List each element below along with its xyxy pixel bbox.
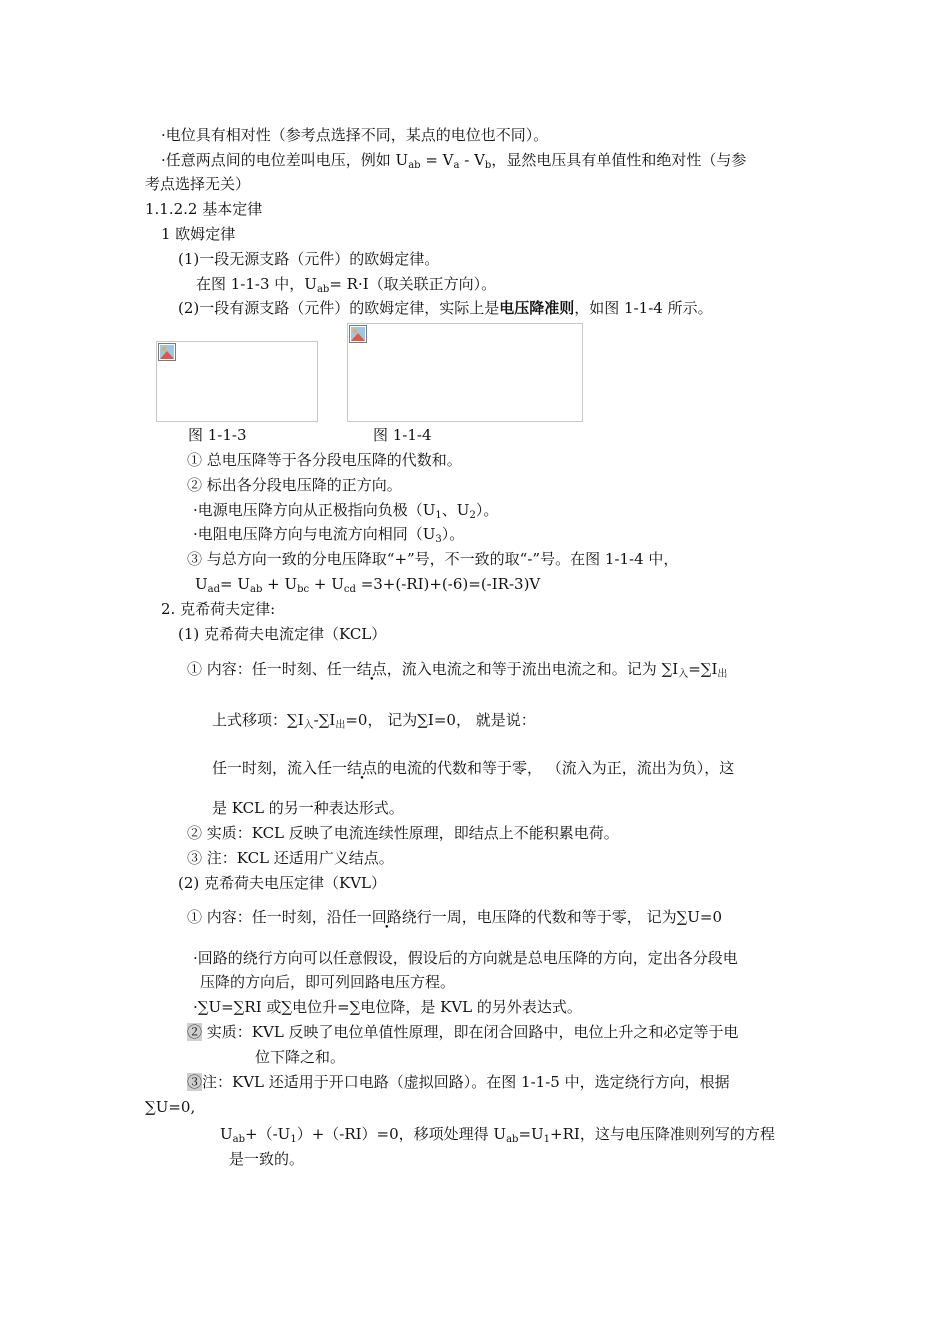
text-line: 是 KCL 的另一种表达形式。 — [212, 799, 404, 817]
bold-term: 电压降准则 — [499, 299, 575, 317]
text-line: ③ 与总方向一致的分电压降取“+”号，不一致的取“-”号。在图 1-1-4 中， — [187, 550, 679, 568]
text-line: (2)一段有源支路（元件）的欧姆定律，实际上是电压降准则，如图 1-1-4 所示。 — [178, 299, 713, 317]
text-line: ·电源电压降方向从正极指向负极（$U_1$、$U_2$）。 — [193, 501, 499, 521]
text-line: ① 内容：任一时刻，沿任一回路绕行一周，电压降的代数和等于零， 记为∑U=0 — [187, 908, 723, 926]
figure-caption: 图 1-1-4 — [373, 426, 432, 444]
subsection-heading: (2) 克希荷夫电压定律（KVL） — [178, 874, 387, 892]
subsection-heading: (1) 克希荷夫电流定律（KCL） — [178, 625, 387, 643]
highlighted-number: ② — [187, 1023, 203, 1041]
text-line: ·电位具有相对性（参考点选择不同，某点的电位也不同）。 — [161, 126, 549, 144]
text-line: 在图 1-1-3 中，$U_{ab}= R\cdot I$（取关联正方向）。 — [196, 275, 497, 295]
text-line: 是一致的。 — [229, 1150, 305, 1168]
text-line: (1)一段无源支路（元件）的欧姆定律。 — [178, 250, 440, 268]
text-line: 上式移项：$\sum I_入-\sum I_出=0$， 记为∑I=0， 就是说： — [212, 711, 536, 731]
text-line: ② 标出各分段电压降的正方向。 — [187, 476, 402, 494]
equation-line: $U_{ad}= U_{ab} + U_{bc} + U_{cd} =3+(-RI)+(-6)=(-IR-3)V$ — [195, 575, 541, 595]
broken-image-icon — [158, 343, 176, 361]
text-line: ·电阻电压降方向与电流方向相同$(U_3)$。 — [193, 525, 465, 545]
broken-image-icon — [349, 325, 367, 343]
text-line: 任一时刻，流入任一结点的电流的代数和等于零， （流入为正，流出为负），这 — [212, 759, 735, 777]
equation-line: $U_{ab}+(-U_1)+(-RI)=0$，移项处理得 $U_{ab}=U_1+RI$，这与电压降准则列写的方程 — [220, 1125, 775, 1145]
text-line: ·回路的绕行方向可以任意假设，假设后的方向就是总电压降的方向，定出各分段电 — [193, 949, 738, 967]
section-heading: 1.1.2.2 基本定律 — [145, 200, 263, 218]
figure-caption: 图 1-1-3 — [188, 426, 247, 444]
text-line: ② 实质：KCL 反映了电流连续性原理，即结点上不能积累电荷。 — [187, 824, 619, 842]
text-line: ③ 注：KCL 还适用广义结点。 — [187, 849, 394, 867]
text-line: 考点选择无关） — [145, 175, 251, 193]
subsection-heading: 2. 克希荷夫定律: — [161, 600, 276, 618]
text-line: ① 总电压降等于各分段电压降的代数和。 — [187, 451, 462, 469]
text-line: ② 实质：KVL 反映了电位单值性原理，即在闭合回路中，电位上升之和必定等于电 — [187, 1023, 739, 1041]
text-line: 压降的方向后，即可列回路电压方程。 — [200, 973, 456, 991]
text-line: ·∑U=∑RI 或∑电位升=∑电位降，是 KVL 的另外表达式。 — [193, 998, 582, 1016]
text-line: ·任意两点间的电位差叫电压，例如 $U_{ab} = V_a - V_b$，显然电压具有单值性和绝对性（与参 — [161, 151, 747, 171]
text-line: ① 内容：任一时刻、任一结点，流入电流之和等于流出电流之和。记为 $\sum I_入=\sum I_出$ — [187, 660, 728, 680]
figure-1-1-3-image — [156, 341, 318, 422]
figure-1-1-4-image — [347, 323, 583, 422]
subsection-heading: 1 欧姆定律 — [161, 225, 236, 243]
text-line: 位下降之和。 — [255, 1048, 346, 1066]
highlighted-number: ③ — [187, 1073, 203, 1091]
text-line: ∑U=0, — [145, 1098, 196, 1116]
text-line: ③注：KVL 还适用于开口电路（虚拟回路）。在图 1-1-5 中，选定绕行方向，根据 — [187, 1073, 730, 1091]
